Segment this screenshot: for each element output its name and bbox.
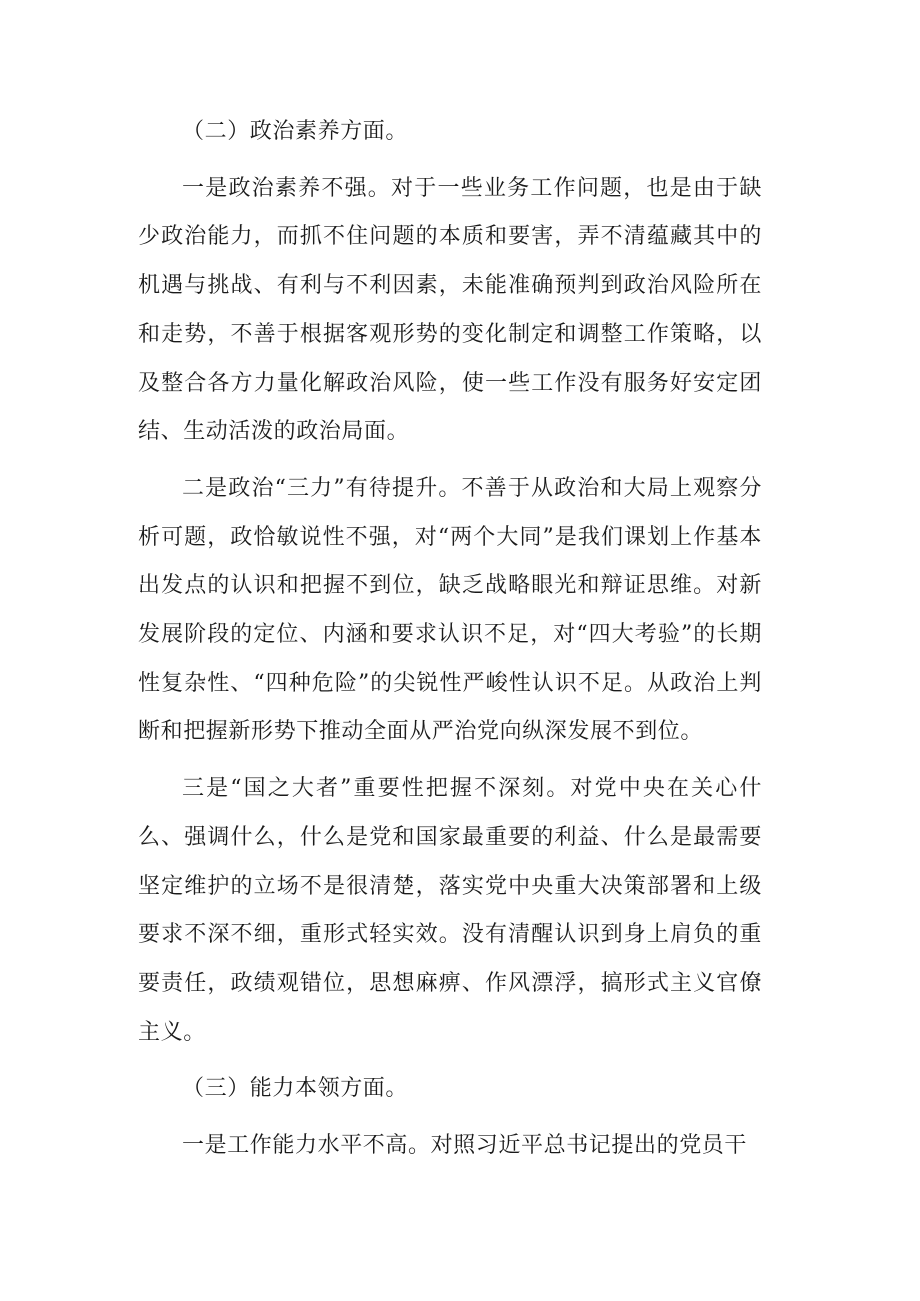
document-body bbox=[138, 108, 762, 1179]
paragraph-work-ability: 一是工作能力水平不高。对照习近平总书记提出的党员干 bbox=[182, 1133, 748, 1159]
paragraph-political-literacy-weak: 一是政治素养不强。对于一些业务工作问题，也是由于缺少政治能力，而抓不住问题的本质和要害，弄不清蕴藏其中的机遇与挑战、有利与不利因素，未能准确预判到政治风险所在和走势，不善于根据客观形势的变化制定和调整工作策略，以及整合各方力量化解政治风险，使一些工作没有服务好安定团结、生动活泼的政治局面。 bbox=[138, 175, 762, 445]
paragraph-political-three-abilities: 二是政治“三力”有待提升。不善于从政治和大局上观察分析可题，政恰敏说性不强，对“两个大同”是我们课划上作基本出发点的认识和把握不到位，缺乏战略眼光和辩证思维。对新发展阶段的定位、内涵和要求认识不足，对“四大考验”的长期性复杂性、“四种危险”的尖锐性严峻性认识不足。从政治上判断和把握新形势下推动全面从严治党向纵深发展不到位。 bbox=[138, 475, 762, 745]
section-heading-ability: （三）能力本领方面。 bbox=[182, 1076, 409, 1102]
section-heading-political-literacy: （二）政治素养方面。 bbox=[182, 119, 409, 144]
paragraph-national-priorities: 三是“国之大者”重要性把握不深刻。对党中央在关心什么、强调什么，什么是党和国家最重要的利益、什么是最需要坚定维护的立场不是很清楚，落实党中央重大决策部署和上级要求不深不细，重形式轻实效。没有清醒认识到身上肩负的重要责任，政绩观错位，思想麻痹、作风漂浮，搞形式主义官僚主义。 bbox=[138, 776, 762, 1045]
